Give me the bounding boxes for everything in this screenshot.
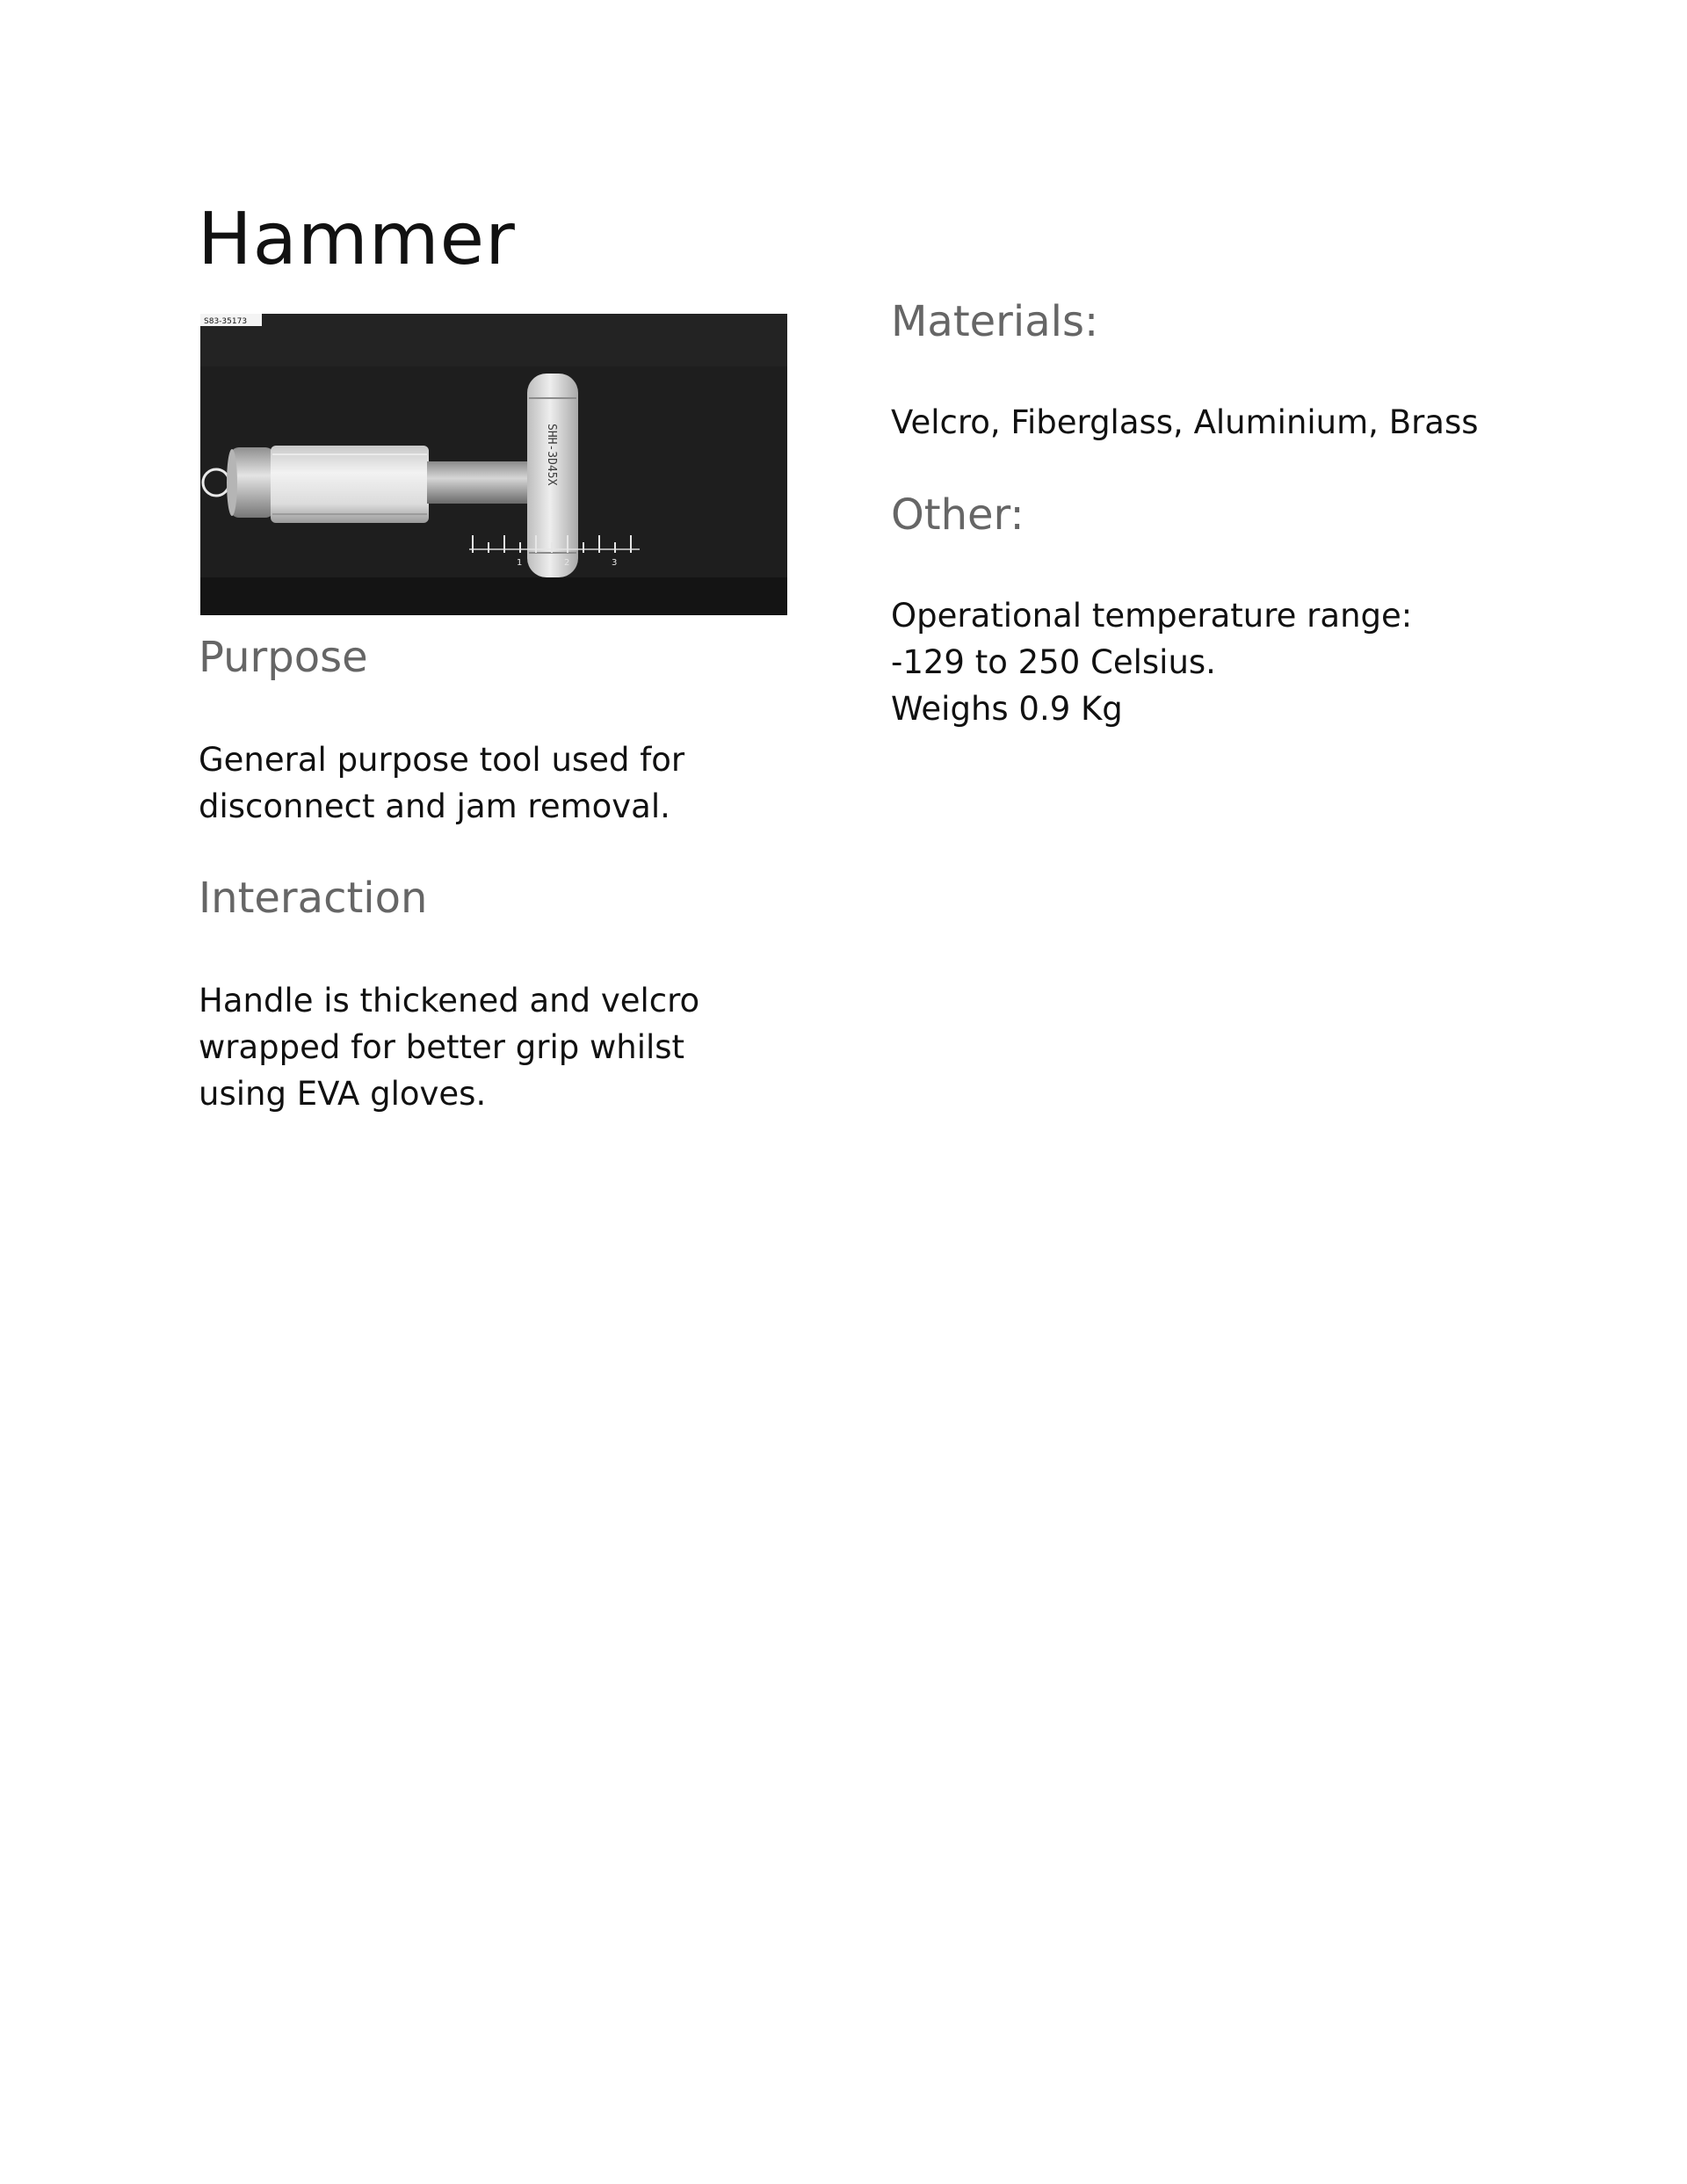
materials-text <box>891 399 1479 446</box>
ruler-mark-2: 2 <box>564 558 570 568</box>
purpose-text <box>199 736 684 830</box>
other-line: Operational temperature range: <box>891 597 1413 635</box>
purpose-line: General purpose tool used for <box>199 741 685 779</box>
hammer-photo <box>200 314 787 615</box>
photo-label: S83-35173 <box>204 317 248 326</box>
ruler-mark-1: 1 <box>517 558 523 568</box>
ruler-mark-3: 3 <box>612 558 618 568</box>
interaction-text <box>199 977 699 1117</box>
hammer-head-marking: SHH-3D45X <box>545 424 558 486</box>
purpose-heading: Purpose <box>199 633 368 682</box>
other-text <box>891 592 1412 732</box>
materials-heading: Materials: <box>891 297 1099 346</box>
purpose-line: disconnect and jam removal. <box>199 787 670 825</box>
other-heading: Other: <box>891 490 1025 540</box>
hammer-shaft <box>427 461 532 504</box>
interaction-heading: Interaction <box>199 874 428 923</box>
other-line: Weighs 0.9 Kg <box>891 690 1123 728</box>
page-title: Hammer <box>198 198 516 281</box>
other-line: -129 to 250 Celsius. <box>891 643 1216 681</box>
interaction-line: Handle is thickened and velcro <box>199 982 700 1019</box>
hammer-handle <box>271 446 429 523</box>
interaction-line: using EVA gloves. <box>199 1075 487 1113</box>
materials-line: Velcro, Fiberglass, Aluminium, Brass <box>891 403 1479 441</box>
interaction-line: wrapped for better grip whilst <box>199 1028 685 1066</box>
